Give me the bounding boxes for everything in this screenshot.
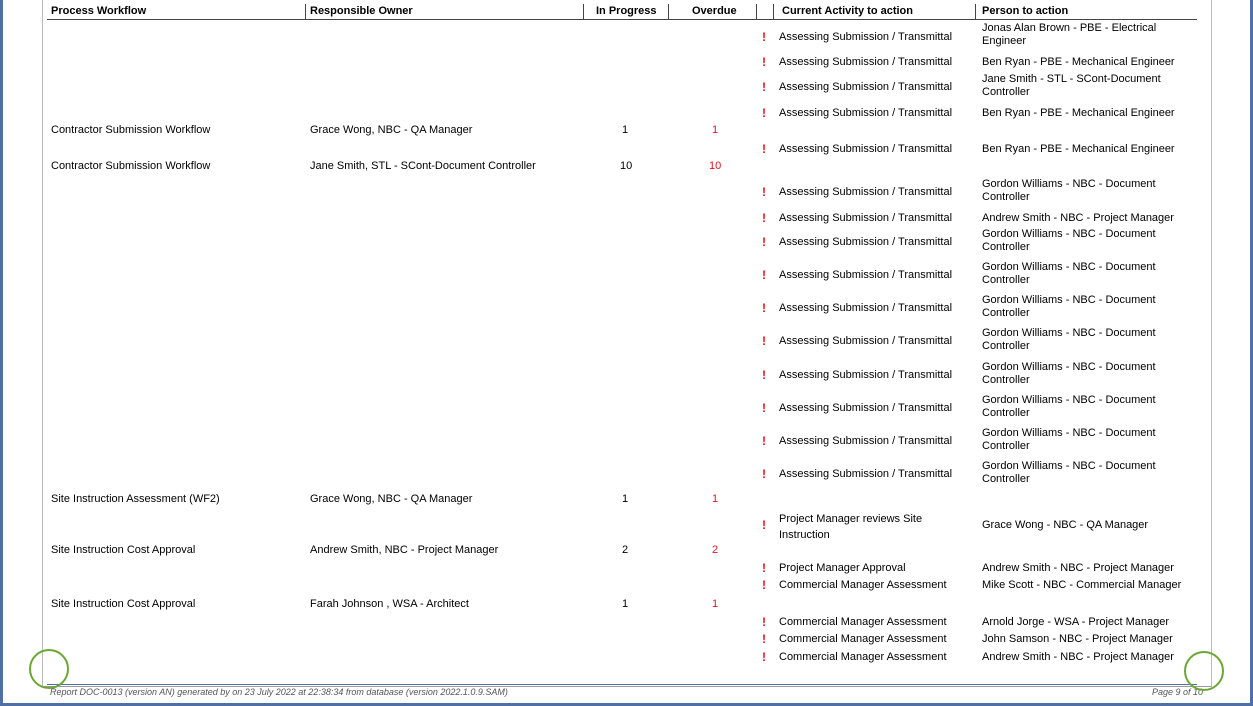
- workflow-name: Site Instruction Cost Approval: [51, 544, 196, 556]
- overdue-flag-icon: !: [762, 561, 766, 575]
- current-activity: Project Manager reviews Site Instruction: [779, 513, 923, 541]
- header-rule: [47, 19, 1197, 20]
- in-progress-count: 1: [622, 493, 629, 505]
- person-to-action: Gordon Williams - NBC - Document Controller: [982, 261, 1156, 286]
- current-activity: Assessing Submission / Transmittal: [779, 31, 953, 43]
- in-progress-count: 2: [622, 544, 629, 556]
- column-divider: [583, 4, 584, 19]
- person-to-action: Mike Scott - NBC - Commercial Manager: [982, 579, 1182, 591]
- overdue-flag-icon: !: [762, 142, 766, 156]
- overdue-flag-icon: !: [762, 80, 766, 94]
- in-progress-count: 10: [620, 160, 633, 172]
- in-progress-count: 1: [622, 124, 629, 136]
- current-activity: Assessing Submission / Transmittal: [779, 107, 953, 119]
- current-activity: Commercial Manager Assessment: [779, 633, 947, 645]
- overdue-count: 1: [712, 598, 719, 610]
- responsible-owner: Farah Johnson , WSA - Architect: [310, 598, 469, 610]
- annotation-circle-icon: [29, 649, 69, 689]
- person-to-action: Arnold Jorge - WSA - Project Manager: [982, 616, 1170, 628]
- column-divider: [668, 4, 669, 19]
- person-to-action: Gordon Williams - NBC - Document Controller: [982, 228, 1156, 253]
- workflow-name: Contractor Submission Workflow: [51, 160, 211, 172]
- workflow-name: Site Instruction Assessment (WF2): [51, 493, 220, 505]
- current-activity: Assessing Submission / Transmittal: [779, 435, 953, 447]
- person-to-action: Gordon Williams - NBC - Document Controller: [982, 427, 1156, 452]
- overdue-count: 1: [712, 493, 719, 505]
- overdue-flag-icon: !: [762, 185, 766, 199]
- overdue-flag-icon: !: [762, 615, 766, 629]
- in-progress-count: 1: [622, 598, 629, 610]
- header-current-activity: Current Activity to action: [782, 5, 913, 17]
- person-to-action: Ben Ryan - PBE - Mechanical Engineer: [982, 107, 1175, 119]
- annotation-circle-icon: [1184, 651, 1224, 691]
- responsible-owner: Jane Smith, STL - SCont-Document Controller: [310, 160, 536, 172]
- current-activity: Commercial Manager Assessment: [779, 651, 947, 663]
- overdue-count: 1: [712, 124, 719, 136]
- column-divider: [305, 4, 306, 19]
- overdue-flag-icon: !: [762, 467, 766, 481]
- person-to-action: Jonas Alan Brown - PBE - Electrical Engineer: [982, 22, 1157, 47]
- header-in-progress: In Progress: [596, 5, 657, 17]
- person-to-action: Gordon Williams - NBC - Document Controller: [982, 460, 1156, 485]
- overdue-flag-icon: !: [762, 301, 766, 315]
- overdue-flag-icon: !: [762, 578, 766, 592]
- overdue-flag-icon: !: [762, 30, 766, 44]
- overdue-flag-icon: !: [762, 518, 766, 532]
- overdue-flag-icon: !: [762, 401, 766, 415]
- person-to-action: John Samson - NBC - Project Manager: [982, 633, 1173, 645]
- person-to-action: Gordon Williams - NBC - Document Controller: [982, 394, 1156, 419]
- header-process-workflow: Process Workflow: [51, 5, 147, 17]
- workflow-name: Site Instruction Cost Approval: [51, 598, 196, 610]
- current-activity: Assessing Submission / Transmittal: [779, 335, 953, 347]
- current-activity: Assessing Submission / Transmittal: [779, 269, 953, 281]
- overdue-flag-icon: !: [762, 55, 766, 69]
- overdue-flag-icon: !: [762, 106, 766, 120]
- current-activity: Commercial Manager Assessment: [779, 579, 947, 591]
- column-divider: [756, 4, 757, 19]
- current-activity: Assessing Submission / Transmittal: [779, 468, 953, 480]
- current-activity: Commercial Manager Assessment: [779, 616, 947, 628]
- footer-rule: [47, 684, 1197, 685]
- header-responsible-owner: Responsible Owner: [310, 5, 413, 17]
- person-to-action: Andrew Smith - NBC - Project Manager: [982, 562, 1174, 574]
- current-activity: Project Manager Approval: [779, 562, 906, 574]
- overdue-flag-icon: !: [762, 650, 766, 664]
- report-footer-info: Report DOC-0013 (version AN) generated by on 23 July 2022 at 22:38:34 from database (version 2022.1.0.9.SAM): [50, 687, 508, 697]
- responsible-owner: Grace Wong, NBC - QA Manager: [310, 124, 473, 136]
- current-activity: Assessing Submission / Transmittal: [779, 56, 953, 68]
- overdue-flag-icon: !: [762, 368, 766, 382]
- overdue-flag-icon: !: [762, 268, 766, 282]
- current-activity: Assessing Submission / Transmittal: [779, 369, 953, 381]
- current-activity: Assessing Submission / Transmittal: [779, 81, 953, 93]
- person-to-action: Gordon Williams - NBC - Document Controller: [982, 327, 1156, 352]
- overdue-flag-icon: !: [762, 434, 766, 448]
- overdue-count: 2: [712, 544, 719, 556]
- responsible-owner: Andrew Smith, NBC - Project Manager: [310, 544, 499, 556]
- overdue-count: 10: [709, 160, 722, 172]
- current-activity: Assessing Submission / Transmittal: [779, 302, 953, 314]
- column-divider: [975, 4, 976, 19]
- overdue-flag-icon: !: [762, 211, 766, 225]
- column-divider: [773, 4, 774, 19]
- header-person-to-action: Person to action: [982, 5, 1069, 17]
- person-to-action: Gordon Williams - NBC - Document Controller: [982, 294, 1156, 319]
- person-to-action: Ben Ryan - PBE - Mechanical Engineer: [982, 56, 1175, 68]
- person-to-action: Andrew Smith - NBC - Project Manager: [982, 651, 1174, 663]
- person-to-action: Gordon Williams - NBC - Document Controller: [982, 178, 1156, 203]
- person-to-action: Jane Smith - STL - SCont-Document Controller: [982, 73, 1161, 98]
- current-activity: Assessing Submission / Transmittal: [779, 186, 953, 198]
- page-number: Page 9 of 10: [1152, 687, 1204, 697]
- current-activity: Assessing Submission / Transmittal: [779, 402, 953, 414]
- person-to-action: Andrew Smith - NBC - Project Manager: [982, 212, 1174, 224]
- person-to-action: Ben Ryan - PBE - Mechanical Engineer: [982, 143, 1175, 155]
- current-activity: Assessing Submission / Transmittal: [779, 236, 953, 248]
- person-to-action: Gordon Williams - NBC - Document Controller: [982, 361, 1156, 386]
- overdue-flag-icon: !: [762, 334, 766, 348]
- workflow-name: Contractor Submission Workflow: [51, 124, 211, 136]
- current-activity: Assessing Submission / Transmittal: [779, 212, 953, 224]
- current-activity: Assessing Submission / Transmittal: [779, 143, 953, 155]
- responsible-owner: Grace Wong, NBC - QA Manager: [310, 493, 473, 505]
- header-overdue: Overdue: [692, 5, 737, 17]
- person-to-action: Grace Wong - NBC - QA Manager: [982, 519, 1149, 531]
- overdue-flag-icon: !: [762, 632, 766, 646]
- overdue-flag-icon: !: [762, 235, 766, 249]
